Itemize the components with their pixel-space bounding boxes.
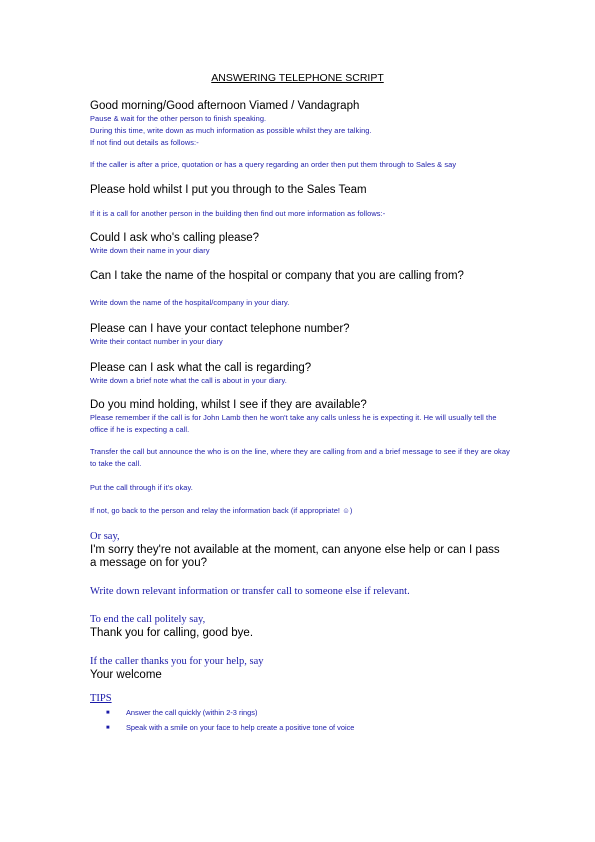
hold-sales-line: Please hold whilst I put you through to the Sales Team [90,184,367,196]
note-other-person: If it is a call for another person in the building then find out more information as follows:- [90,209,386,218]
note-who-calling: Write down their name in your diary [90,246,210,255]
tip-text: Answer the call quickly (within 2-3 rings) [126,708,258,717]
page-title: ANSWERING TELEPHONE SCRIPT [211,72,384,84]
note-transfer: Transfer the call but announce the who is on the line, where they are calling from and a brief message to see if they are okay to take the call. [90,447,510,468]
question-regarding: Please can I ask what the call is regarding? [90,362,312,374]
end-call-line: To end the call politely say, [90,614,206,625]
or-say-line: Or say, [90,531,120,542]
tip-text: Speak with a smile on your face to help create a positive tone of voice [126,723,355,732]
greeting-line: Good morning/Good afternoon Viamed / Vandagraph [90,100,360,112]
question-who-calling: Could I ask who's calling please? [90,232,260,244]
question-holding: Do you mind holding, whilst I see if they are available? [90,399,367,411]
note-find-out: If not find out details as follows:- [90,138,199,147]
if-thanks-line: If the caller thanks you for your help, say [90,656,264,667]
tip-item [106,722,526,734]
square-bullet-icon: ■ [106,725,110,731]
question-company: Can I take the name of the hospital or company that you are calling from? [90,270,464,282]
welcome-line: Your welcome [90,669,162,681]
note-if-not: If not, go back to the person and relay the information back (if appropriate! ☺) [90,506,353,515]
note-john-lamb: Please remember if the call is for John Lamb then he won't take any calls unless he is expecting it. He will usually tell the office if he is expecting a call. [90,413,497,434]
tip-item [106,707,526,719]
note-price-query: If the caller is after a price, quotation or has a query regarding an order then put them through to Sales & say [90,160,457,169]
note-pause: Pause & wait for the other person to finish speaking. [90,114,267,123]
tips-heading: TIPS [90,693,112,704]
question-phone-number: Please can I have your contact telephone number? [90,323,350,335]
thank-you-line: Thank you for calling, good bye. [90,627,254,639]
note-regarding: Write down a brief note what the call is about in your diary. [90,376,287,385]
square-bullet-icon: ■ [106,710,110,716]
note-write-down: During this time, write down as much information as possible whilst they are talking. [90,126,372,135]
write-relevant-line: Write down relevant information or transfer call to someone else if relevant. [90,586,410,597]
note-company: Write down the name of the hospital/company in your diary. [90,298,290,307]
note-phone-number: Write their contact number in your diary [90,337,223,346]
note-put-through: Put the call through if it's okay. [90,483,193,492]
sorry-line: I'm sorry they're not available at the moment, can anyone else help or can I pass a message on for you? [90,544,500,569]
